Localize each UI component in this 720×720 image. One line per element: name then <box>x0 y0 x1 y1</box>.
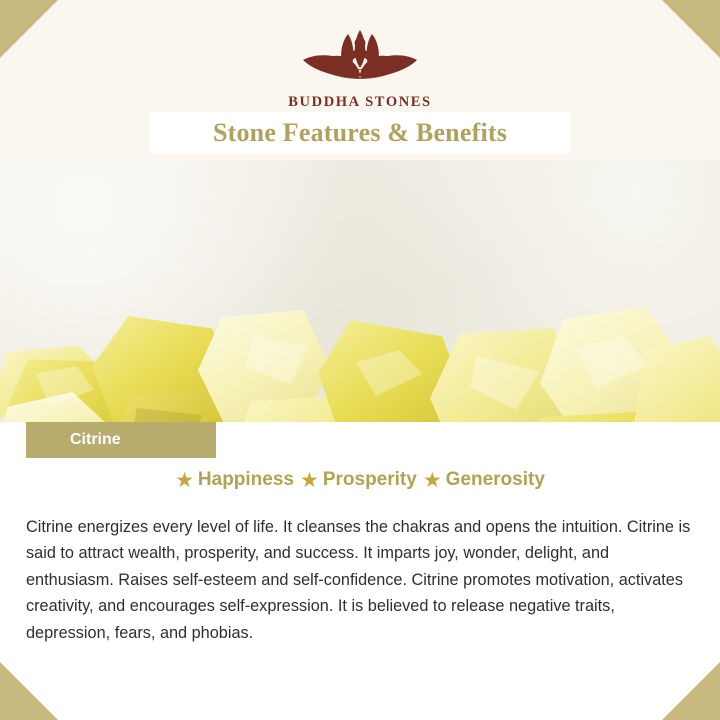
corner-decor-bottom-left <box>0 662 58 720</box>
stone-photo <box>0 160 720 422</box>
title-band <box>150 112 570 154</box>
brand-name: BUDDHA STONES <box>288 94 432 110</box>
brand-block <box>0 0 720 111</box>
lotus-meditation-icon <box>285 16 435 92</box>
benefit-item <box>175 469 294 491</box>
stone-label-bar <box>0 422 720 458</box>
stone-name: Citrine <box>70 431 121 448</box>
star-icon: ★ <box>300 468 319 492</box>
description-text: Citrine energizes every level of life. It cleanses the chakras and opens the intuition. Citrine is said to attract wealth, prosperity, and success. It imparts joy, wonder, delight, and enthusiasm. Raises self-esteem and self-confidence. Citrine promotes motivation, activates creativity, and encourages self-expression. It is believed to release negative traits, depression, fears, and phobias. <box>26 518 691 642</box>
benefits-row <box>0 458 720 502</box>
description-block <box>0 502 720 646</box>
benefit-label: Prosperity <box>322 469 417 490</box>
corner-decor-top-left <box>0 0 58 58</box>
star-icon: ★ <box>422 468 442 492</box>
benefit-label: Happiness <box>197 469 294 490</box>
stone-label-chip <box>26 422 216 458</box>
page-title: Stone Features & Benefits <box>212 118 508 147</box>
benefit-item <box>423 469 545 491</box>
card-header <box>0 0 720 160</box>
corner-decor-top-right <box>662 0 720 58</box>
benefit-label: Generosity <box>445 469 545 490</box>
benefit-item <box>300 469 417 491</box>
star-icon: ★ <box>175 468 194 492</box>
corner-decor-bottom-right <box>662 662 720 720</box>
